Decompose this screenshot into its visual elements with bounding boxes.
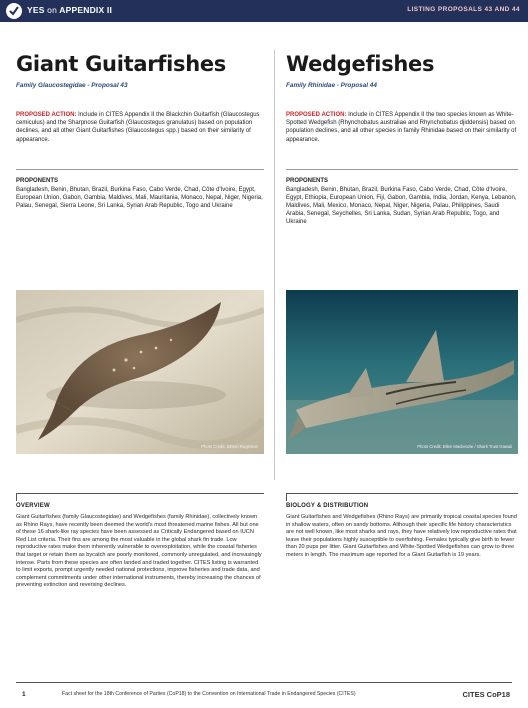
section-corner-rule — [286, 493, 518, 501]
biology-section — [286, 493, 518, 560]
guitarfish-proposed-action — [16, 111, 264, 169]
wedgefish-title: Wedgefishes — [286, 52, 435, 76]
guitarfish-title: Giant Guitarfishes — [16, 52, 226, 76]
wedgefish-proposed-action — [286, 111, 518, 169]
column-divider — [274, 50, 275, 480]
checkmark-logo-icon — [6, 3, 22, 19]
proponents-list: Bangladesh, Benin, Bhutan, Brazil, Burkina Faso, Cabo Verde, Chad, Côte d'Ivoire, Egypt, European Union, Gabon, Gambia, Maldives, Mali, Mauritania, Monaco, Nepal, Niger, Nigeria, Palau, Senegal, Sierra Leone, Sri Lanka, Syrian Arab Republic, Togo and Ukraine — [16, 187, 263, 209]
section-corner-rule — [16, 493, 264, 501]
photo-credit: Photo Credit: Simon Rogerson — [201, 444, 258, 449]
on-label: on — [47, 5, 58, 15]
guitarfish-family: Family Glaucostegidae - Proposal 43 — [16, 82, 128, 89]
divider — [16, 169, 264, 170]
guitarfish-column — [16, 22, 264, 248]
proponents-label: PROPONENTS — [16, 178, 59, 184]
page-number: 1 — [22, 691, 26, 698]
yes-label: YES — [27, 5, 45, 15]
wedgefish-column — [286, 22, 518, 248]
header-bar — [0, 0, 528, 22]
biology-body: Giant Guitarfishes and Wedgefishes (Rhino Rays) are primarily tropical coastal species found in shallow waters, often on sandy bottoms. Although their specific life history characteristics are not well known, like most sharks and rays, they have relatively low reproductive rates that leave their populations highly susceptible to overfishing. Females typically give birth to fewer than 20 pups per litter. Giant Guitarfishes and White-Spotted Wedgefishes can grow to three meters in length. The maximum age reported for a Giant Guitarfish is 19 years. — [286, 514, 517, 558]
wedgefish-family: Family Rhinidae - Proposal 44 — [286, 82, 377, 89]
footer-text: Fact sheet for the 18th Conference of Parties (CoP18) to the Convention on International Trade in Endangered Species (CITES) — [62, 691, 356, 697]
cites-cop-label: CITES CoP18 — [462, 690, 510, 699]
listing-proposals-label: LISTING PROPOSALS 43 AND 44 — [407, 6, 520, 13]
overview-heading: OVERVIEW — [16, 503, 50, 509]
proponents-list: Bangladesh, Benin, Bhutan, Brazil, Burkina Faso, Cabo Verde, Chad, Côte d'Ivoire, Egypt, Ethiopia, European Union, Fiji, Gabon, Gambia, India, Jordan, Kenya, Lebanon, Maldives, Mali, Mexico, Monaco, Nepal, Niger, Nigeria, Palau, Philippines, Saudi Arabia, Senegal, Seychelles, Sri Lanka, Sudan, Syrian Arab Republic, Togo, and Ukraine — [286, 187, 517, 225]
overview-body: Giant Guitarfishes (family Glaucostegidae) and Wedgefishes (family Rhinidae), collectively known as Rhino Rays, have recently been deemed the world's most threatened marine fishes. All but one of these 16 shark-like ray species have been assessed as Critically Endangered based on IUCN Red List criteria. Their fins are among the most valuable in the global shark fin trade. Low reproductive rates make them inherently vulnerable to overexploitation, while the coastal fisheries that target or retain them as bycatch are poorly monitored, commonly unregulated, and increasingly intense. Parts from these species are often landed and traded together. CITES listing is warranted to limit exports, prompt urgently needed national protections, improve fisheries and trade data, and complement commitments under other international instruments, thereby increasing the chances of preventing extinction and reversing declines. — [16, 514, 262, 589]
proposed-action-text: Include in CITES Appendix II the two species known as White-Spotted Wedgefish (Rhynchobatus australiae and Rhynchobatus djiddensis) based on population declines, and all other species in family Rhinidae based on their similarity of appearance. — [286, 112, 517, 143]
appendix-heading — [27, 5, 112, 15]
proposed-action-label: PROPOSED ACTION: — [286, 112, 347, 118]
biology-heading: BIOLOGY & DISTRIBUTION — [286, 503, 369, 509]
divider — [286, 169, 518, 170]
photo-credit: Photo Credit: Ellen Mackenzie / Shark Trust Hawaii — [417, 444, 512, 449]
proposed-action-text: Include in CITES Appendix II the Blackchin Guitarfish (Glaucostegus cemiculus) and the Sharpnose Guitarfish (Glaucostegus granulatus) based on population declines, and all other Giant Guitarfishes (Glaucostegus spp.) based on their similarity of appearance. — [16, 112, 260, 143]
guitarfish-photo — [16, 290, 264, 454]
footer-rule — [16, 682, 512, 683]
overview-section — [16, 493, 264, 590]
proposed-action-label: PROPOSED ACTION: — [16, 112, 77, 118]
wedgefish-photo — [286, 290, 518, 454]
proponents-label: PROPONENTS — [286, 178, 329, 184]
page-footer — [0, 682, 528, 708]
appendix-label: APPENDIX II — [59, 5, 113, 15]
